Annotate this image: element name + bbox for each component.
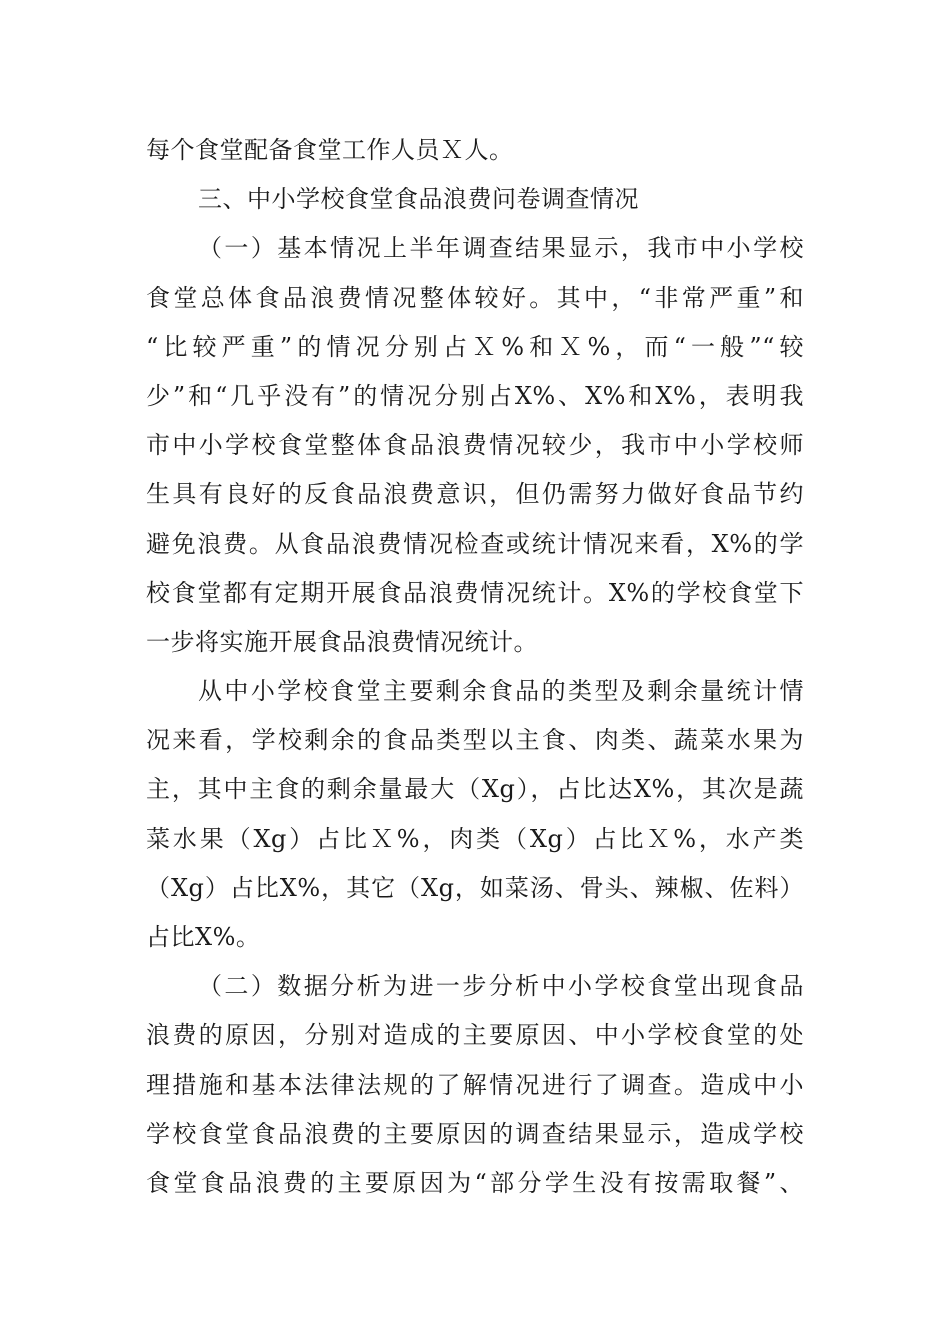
text-line: （Xg）占比X%，其它（Xg，如菜汤、骨头、辣椒、佐料） <box>146 873 804 902</box>
paragraph-first-line: 从中小学校食堂主要剩余食品的类型及剩余量统计情 <box>198 677 804 706</box>
text-line: 菜水果（Xg）占比Ｘ%，肉类（Xg）占比Ｘ%，水产类 <box>146 824 804 853</box>
text-line: 浪费的原因，分别对造成的主要原因、中小学校食堂的处 <box>146 1021 804 1050</box>
text-line: 学校食堂食品浪费的主要原因的调查结果显示，造成学校 <box>146 1119 804 1148</box>
paragraph-first-line: （一）基本情况上半年调查结果显示，我市中小学校 <box>198 234 804 263</box>
text-line: 校食堂都有定期开展食品浪费情况统计。X%的学校食堂下 <box>146 578 804 607</box>
text-line: 市中小学校食堂整体食品浪费情况较少，我市中小学校师 <box>146 431 804 460</box>
text-line: 生具有良好的反食品浪费意识，但仍需努力做好食品节约 <box>146 480 804 509</box>
text-line: 主，其中主食的剩余量最大（Xg），占比达X%，其次是蔬 <box>146 775 804 804</box>
text-line: 少”和“几乎没有”的情况分别占X%、X%和X%，表明我 <box>146 381 804 410</box>
text-line: “比较严重”的情况分别占Ｘ%和Ｘ%，而“一般”“较 <box>146 332 804 361</box>
text-line: 每个食堂配备食堂工作人员Ｘ人。 <box>146 136 514 164</box>
paragraph-first-line: （二）数据分析为进一步分析中小学校食堂出现食品 <box>198 972 804 1001</box>
text-line: 占比X%。 <box>146 923 261 951</box>
text-line: 一步将实施开展食品浪费情况统计。 <box>146 627 538 656</box>
text-line: 食堂食品浪费的主要原因为“部分学生没有按需取餐”、 <box>146 1168 804 1197</box>
section-heading: 三、中小学校食堂食品浪费问卷调查情况 <box>198 185 639 214</box>
text-line: 避免浪费。从食品浪费情况检查或统计情况来看，X%的学 <box>146 529 804 558</box>
text-line: 况来看，学校剩余的食品类型以主食、肉类、蔬菜水果为 <box>146 726 804 755</box>
text-line: 理措施和基本法律法规的了解情况进行了调查。造成中小 <box>146 1070 804 1099</box>
text-line: 食堂总体食品浪费情况整体较好。其中，“非常严重”和 <box>146 283 804 312</box>
